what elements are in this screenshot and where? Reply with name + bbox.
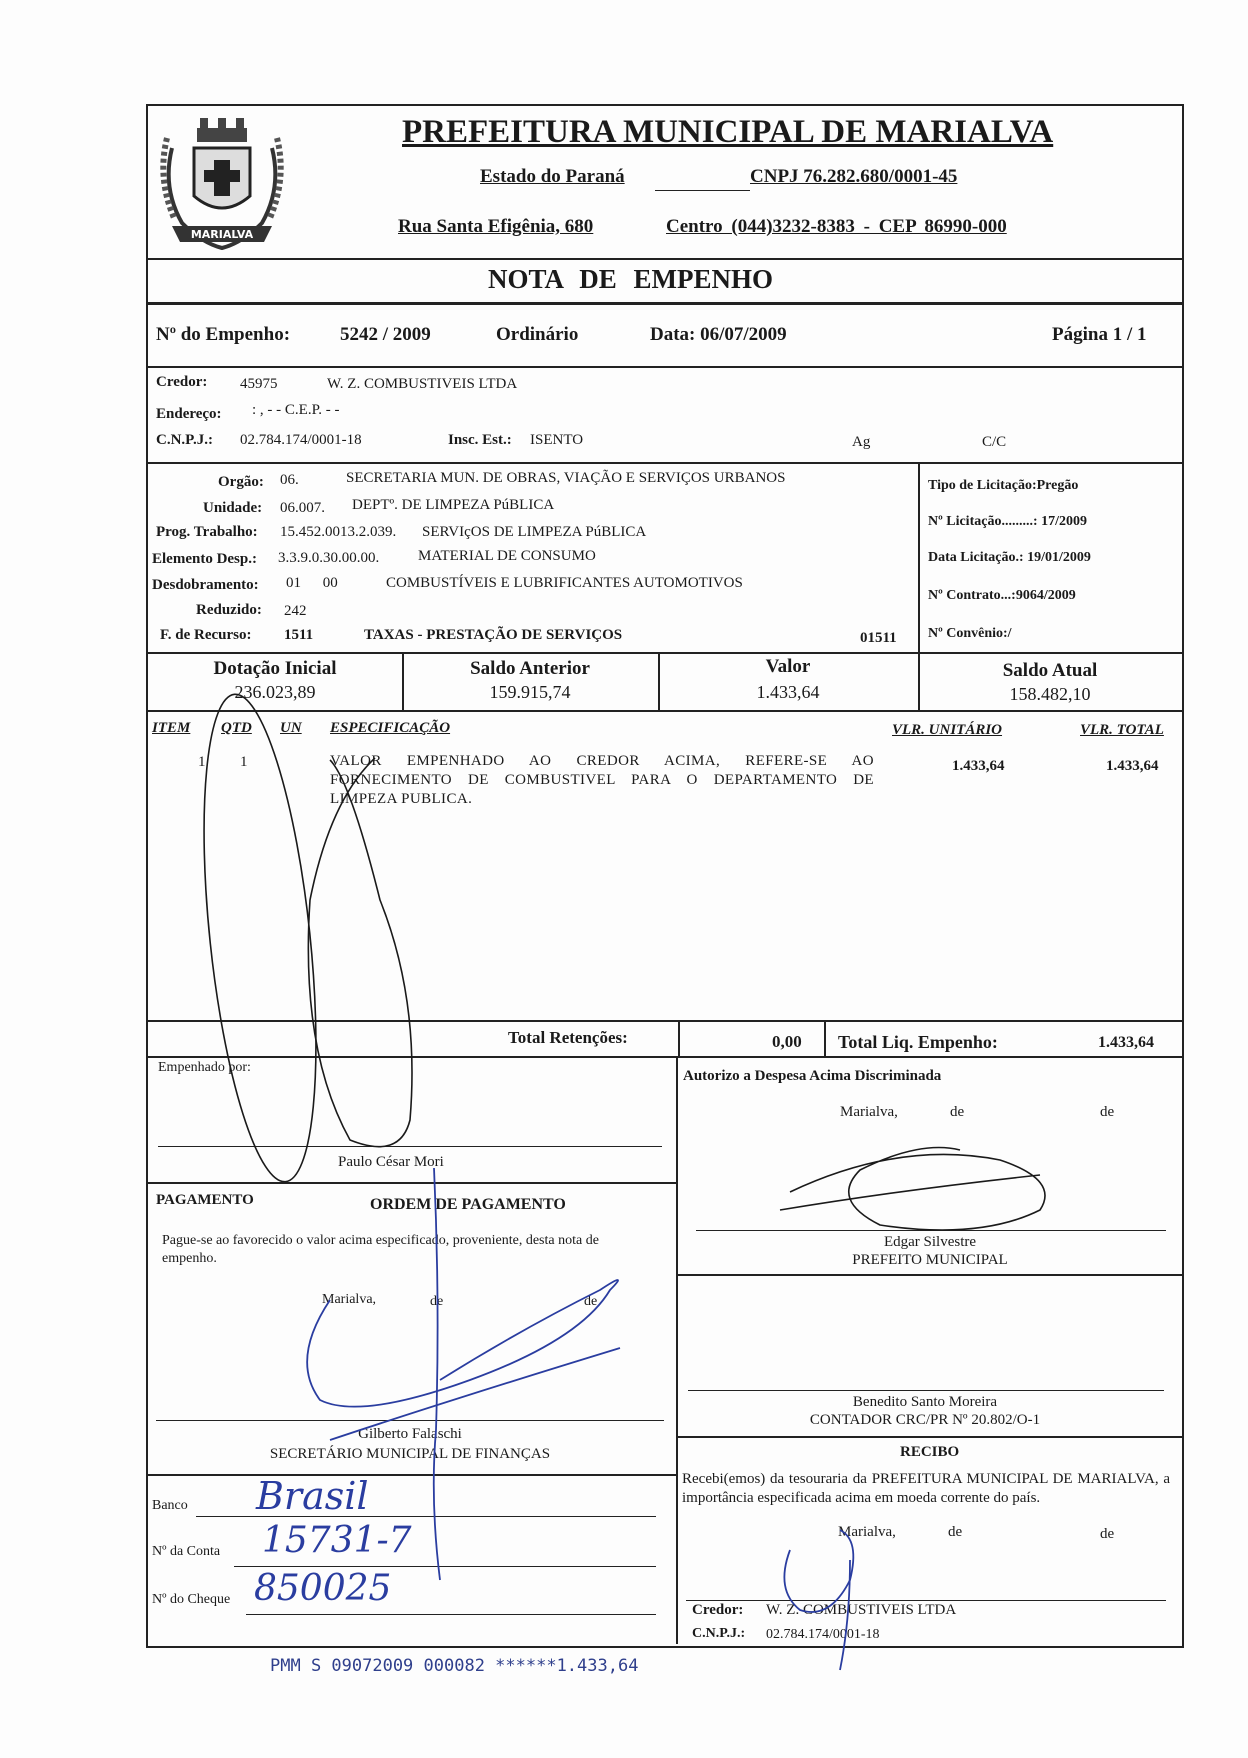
divider <box>676 1274 1182 1276</box>
orgao-desc: SECRETARIA MUN. DE OBRAS, VIAÇÃO E SERVIÇOS URBANOS <box>346 470 786 486</box>
address-label: Endereço: <box>156 406 222 422</box>
autorizo-de1: de <box>950 1104 965 1120</box>
dotacao-value: 236.023,89 <box>234 682 316 702</box>
signature-line <box>156 1420 664 1421</box>
retencoes-label: Total Retenções: <box>508 1028 628 1047</box>
doc-type-title: NOTA DE EMPENHO <box>488 264 774 294</box>
empenhado-label: Empenhado por: <box>158 1060 251 1075</box>
coat-of-arms-icon <box>152 108 292 258</box>
svg-text:MARIALVA: MARIALVA <box>190 228 254 241</box>
divider <box>676 1436 1182 1438</box>
unidade-code: 06.007. <box>280 500 325 516</box>
valor-label: Valor <box>765 656 811 677</box>
autorizo-role: PREFEITO MUNICIPAL <box>852 1252 1008 1268</box>
elem-code: 3.3.9.0.30.00.00. <box>278 550 380 566</box>
cheque-value: 850025 <box>254 1568 392 1609</box>
row-total: 1.433,64 <box>1106 758 1159 774</box>
signature-line <box>688 1390 1164 1391</box>
pagamento-signer: Gilberto Falaschi <box>358 1426 462 1442</box>
address-value: : , - - C.E.P. - - <box>252 402 340 418</box>
pagamento-de1: de <box>430 1294 444 1309</box>
header-title: PREFEITURA MUNICIPAL DE MARIALVA <box>402 114 1054 150</box>
divider <box>146 1474 676 1476</box>
header-underline <box>655 190 750 191</box>
col-unit: VLR. UNITÁRIO <box>892 722 1003 738</box>
autorizo-de2: de <box>1100 1104 1115 1120</box>
col-un: UN <box>280 720 302 736</box>
unidade-label: Unidade: <box>203 500 263 516</box>
recibo-text: Recebi(emos) da tesouraria da PREFEITURA MUNICIPAL DE MARIALVA, a importância especificada acima em moeda corrente do país. <box>682 1471 1170 1506</box>
numero-licitacao: Nº Licitação.........: 17/2009 <box>928 514 1087 529</box>
insc-value: ISENTO <box>530 432 584 448</box>
recurso-desc: TAXAS - PRESTAÇÃO DE SERVIÇOS <box>364 627 623 643</box>
empenho-label: Nº do Empenho: <box>156 324 291 345</box>
signature-line <box>696 1230 1166 1231</box>
machine-stamp: PMM S 09072009 000082 ******1.433,64 <box>270 1656 639 1676</box>
numero-convenio: Nº Convênio:/ <box>928 626 1012 641</box>
divider <box>146 652 1182 654</box>
credor-code: 45975 <box>240 376 278 392</box>
contador-role: CONTADOR CRC/PR Nº 20.802/O-1 <box>809 1412 1041 1428</box>
pagamento-city: Marialva, <box>322 1292 377 1307</box>
recibo-credor: W. Z. COMBUSTIVEIS LTDA <box>766 1602 957 1618</box>
ordem-label: ORDEM DE PAGAMENTO <box>370 1196 566 1213</box>
divider <box>146 710 1182 712</box>
signature-line <box>686 1600 1166 1601</box>
credor-name: W. Z. COMBUSTIVEIS LTDA <box>327 376 518 392</box>
field-line <box>196 1516 656 1517</box>
retencoes-value: 0,00 <box>772 1032 802 1051</box>
data-licitacao: Data Licitação.: 19/01/2009 <box>928 550 1091 565</box>
row-qtd: 1 <box>240 754 248 770</box>
divider <box>146 1056 1182 1058</box>
empenho-kind: Ordinário <box>496 324 579 345</box>
divider <box>824 1020 826 1056</box>
row-spec: VALOR EMPENHADO AO CREDOR ACIMA, REFERE-SE AO FORNECIMENTO DE COMBUSTIVEL PARA O DEPARTAMENTO DE LIMPEZA PUBLICA. <box>330 753 874 807</box>
atual-value: 158.482,10 <box>1009 684 1091 704</box>
divider <box>678 1020 680 1056</box>
divider <box>146 1020 1182 1022</box>
empenho-date: Data: 06/07/2009 <box>650 324 787 345</box>
row-item: 1 <box>198 754 206 770</box>
atual-label: Saldo Atual <box>1002 660 1098 681</box>
anterior-label: Saldo Anterior <box>470 658 590 679</box>
pagamento-de2: de <box>584 1294 598 1309</box>
col-total: VLR. TOTAL <box>1080 722 1164 738</box>
banco-label: Banco <box>152 1498 188 1513</box>
unidade-desc: DEPTº. DE LIMPEZA PúBLICA <box>352 497 555 513</box>
desd-label: Desdobramento: <box>152 577 259 593</box>
recibo-cnpj-label: C.N.P.J.: <box>692 1626 746 1641</box>
divider <box>146 258 1182 260</box>
pagamento-text: Pague-se ao favorecido o valor acima especificado, proveniente, desta nota de empenho. <box>162 1233 599 1266</box>
reduzido-label: Reduzido: <box>196 602 262 618</box>
recurso-label: F. de Recurso: <box>160 627 252 643</box>
recibo-city: Marialva, <box>838 1524 896 1540</box>
empenho-page: Página 1 / 1 <box>1052 324 1147 345</box>
contador-signer: Benedito Santo Moreira <box>852 1394 998 1410</box>
credor-cnpj-label: C.N.P.J.: <box>156 432 213 448</box>
credor-label: Credor: <box>156 374 208 390</box>
dotacao-label: Dotação Inicial <box>213 658 337 679</box>
autorizo-label: Autorizo a Despesa Acima Discriminada <box>683 1068 942 1084</box>
reduzido-value: 242 <box>284 603 307 619</box>
anterior-value: 159.915,74 <box>489 682 571 702</box>
recurso-code2: 01511 <box>860 630 897 646</box>
recibo-credor-label: Credor: <box>692 1602 744 1618</box>
ag-label: Ag <box>852 434 871 450</box>
autorizo-signer: Edgar Silvestre <box>883 1234 977 1250</box>
prog-code: 15.452.0013.2.039. <box>280 524 397 540</box>
header-cnpj: CNPJ 76.282.680/0001-45 <box>750 166 958 187</box>
credor-cnpj: 02.784.174/0001-18 <box>240 432 362 448</box>
liq-value: 1.433,64 <box>1098 1034 1154 1051</box>
header-street: Rua Santa Efigênia, 680 <box>398 216 594 237</box>
autorizo-city: Marialva, <box>840 1104 898 1120</box>
empenhado-signer: Paulo César Mori <box>338 1154 444 1170</box>
pagamento-role: SECRETÁRIO MUNICIPAL DE FINANÇAS <box>269 1446 551 1462</box>
conta-value: 15731-7 <box>262 1520 412 1561</box>
col-spec: ESPECIFICAÇÃO <box>330 720 451 736</box>
col-qtd: QTD <box>221 720 252 736</box>
orgao-code: 06. <box>280 472 299 488</box>
divider <box>146 366 1182 368</box>
recibo-cnpj: 02.784.174/0001-18 <box>766 1627 880 1642</box>
pagamento-label: PAGAMENTO <box>156 1192 254 1208</box>
desd-desc: COMBUSTÍVEIS E LUBRIFICANTES AUTOMOTIVOS <box>386 575 743 591</box>
prog-desc: SERVIçOS DE LIMPEZA PúBLICA <box>422 524 647 540</box>
recibo-de2: de <box>1100 1526 1115 1542</box>
numero-contrato: Nº Contrato...:9064/2009 <box>928 588 1076 603</box>
divider <box>918 462 920 652</box>
field-line <box>234 1566 656 1567</box>
elem-desc: MATERIAL DE CONSUMO <box>418 548 596 564</box>
header-state: Estado do Paraná <box>480 166 625 187</box>
col-item: ITEM <box>152 720 191 736</box>
banco-value: Brasil <box>256 1474 369 1518</box>
empenho-number: 5242 / 2009 <box>340 324 431 345</box>
desd-code: 01 00 <box>286 575 338 591</box>
insc-label: Insc. Est.: <box>448 432 512 448</box>
signature-line <box>158 1146 662 1147</box>
orgao-label: Orgão: <box>218 474 264 490</box>
liq-label: Total Liq. Empenho: <box>838 1032 998 1052</box>
conta-label: Nº da Conta <box>152 1544 221 1559</box>
prog-label: Prog. Trabalho: <box>156 524 258 540</box>
recurso-code: 1511 <box>284 627 314 643</box>
valor-value: 1.433,64 <box>756 682 820 702</box>
recibo-de1: de <box>948 1524 963 1540</box>
elem-label: Elemento Desp.: <box>152 551 257 567</box>
cheque-label: Nº do Cheque <box>152 1592 231 1607</box>
divider <box>146 462 1182 464</box>
cc-label: C/C <box>982 434 1007 450</box>
tipo-licitacao: Tipo de Licitação:Pregão <box>928 478 1079 493</box>
field-line <box>246 1614 656 1615</box>
header-district-phone: Centro (044)3232-8383 - CEP 86990-000 <box>666 216 1007 237</box>
divider <box>676 1056 678 1644</box>
recibo-label: RECIBO <box>900 1444 960 1460</box>
divider <box>146 1182 676 1184</box>
divider <box>146 302 1182 305</box>
row-unit: 1.433,64 <box>952 758 1005 774</box>
